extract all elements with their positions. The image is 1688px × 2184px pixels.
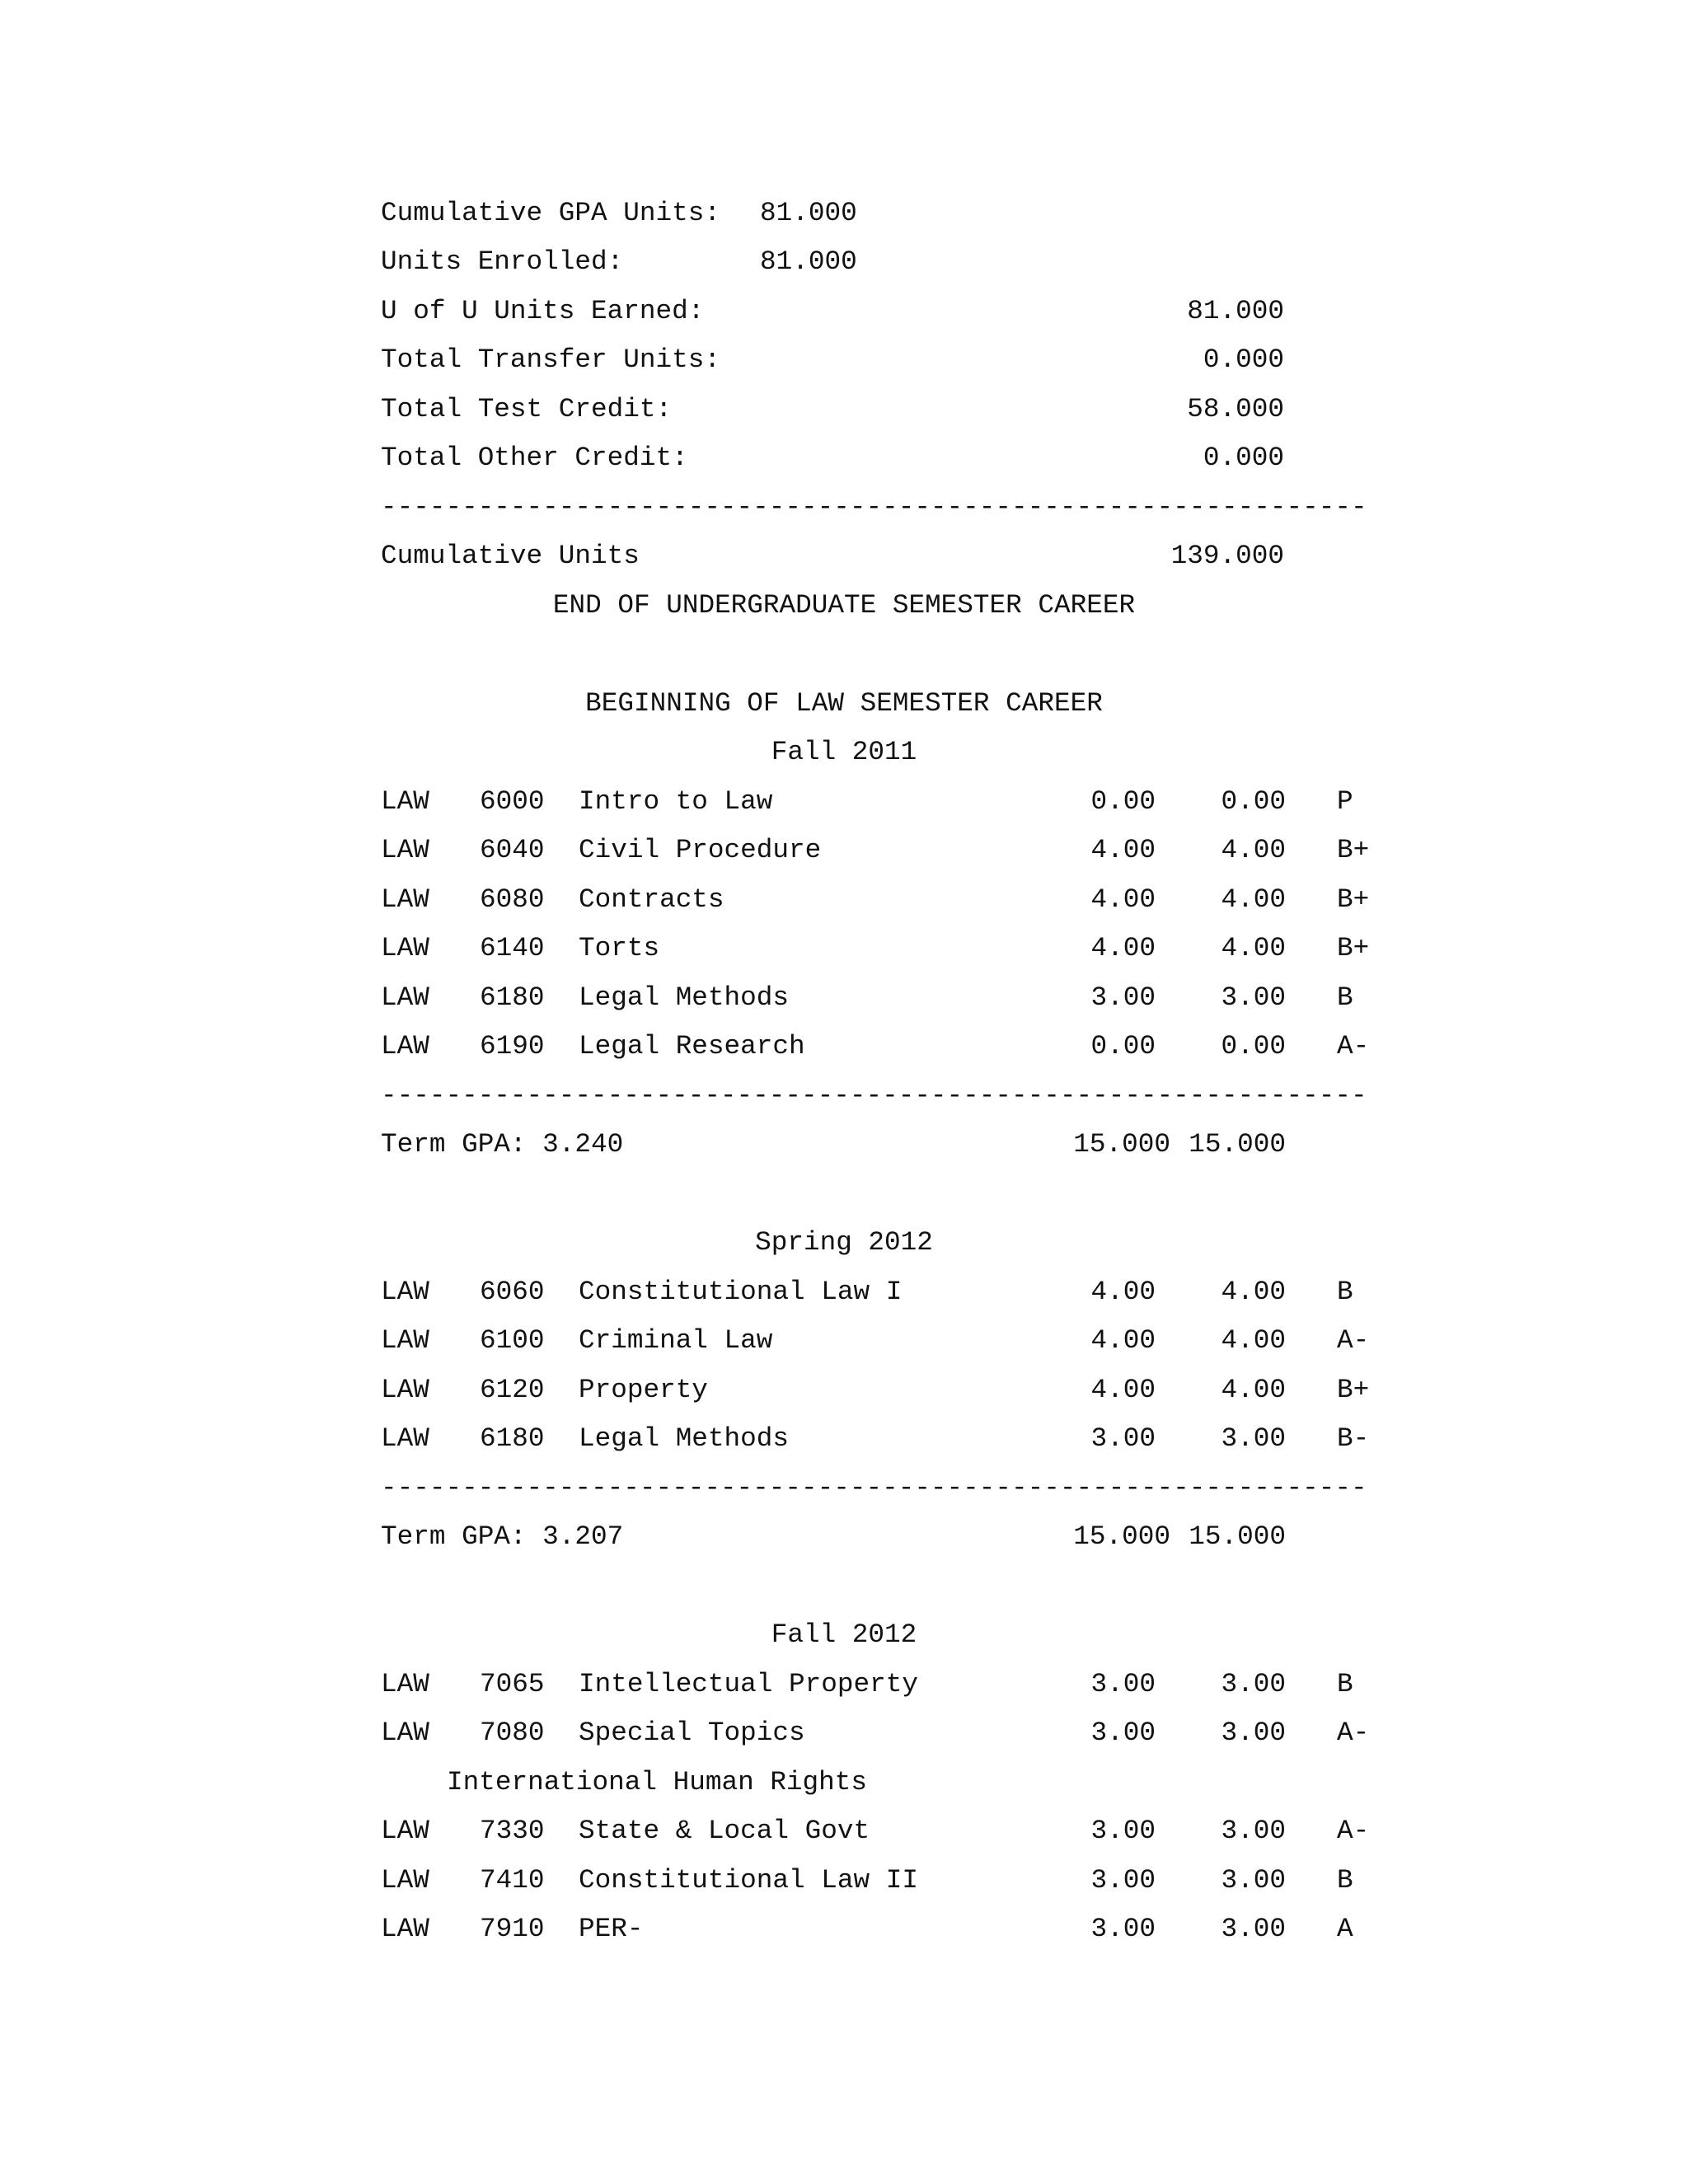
course-title: Constitutional Law II bbox=[579, 1865, 918, 1896]
course-earned: 4.00 bbox=[1221, 884, 1286, 915]
course-dept: LAW bbox=[381, 786, 429, 817]
course-earned: 3.00 bbox=[1221, 982, 1286, 1013]
course-attempted: 3.00 bbox=[1090, 982, 1156, 1013]
summary-label-test-credit: Total Test Credit: bbox=[381, 394, 673, 424]
course-number: 7065 bbox=[480, 1669, 545, 1699]
course-earned: 0.00 bbox=[1221, 1031, 1286, 1062]
course-earned: 3.00 bbox=[1221, 1669, 1286, 1699]
divider-rule: ------------------------------------------------------------- bbox=[381, 1083, 1367, 1110]
cumulative-units-label: Cumulative Units bbox=[381, 541, 640, 571]
summary-label-gpa-units: Cumulative GPA Units: bbox=[381, 198, 720, 228]
course-title: State & Local Govt bbox=[579, 1816, 870, 1846]
divider-rule: ------------------------------------------------------------- bbox=[381, 494, 1367, 522]
course-number: 6100 bbox=[480, 1325, 545, 1356]
course-grade: B+ bbox=[1337, 884, 1370, 915]
course-grade: B bbox=[1337, 982, 1353, 1013]
course-grade: P bbox=[1337, 786, 1353, 817]
course-earned: 4.00 bbox=[1221, 1375, 1286, 1405]
course-number: 7410 bbox=[480, 1865, 545, 1896]
course-subtitle: International Human Rights bbox=[447, 1767, 868, 1797]
course-title: Criminal Law bbox=[579, 1325, 773, 1356]
course-grade: A- bbox=[1337, 1031, 1370, 1062]
summary-label-transfer: Total Transfer Units: bbox=[381, 344, 720, 375]
course-title: PER- bbox=[579, 1914, 644, 1944]
cumulative-units-value: 139.000 bbox=[1170, 541, 1284, 571]
course-title: Legal Research bbox=[579, 1031, 805, 1062]
course-title: Constitutional Law I bbox=[579, 1277, 903, 1307]
term-heading: Fall 2012 bbox=[771, 1619, 917, 1650]
course-grade: B+ bbox=[1337, 1375, 1370, 1405]
term-gpa: Term GPA: 3.207 bbox=[381, 1521, 624, 1552]
course-title: Property bbox=[579, 1375, 708, 1405]
course-number: 6180 bbox=[480, 982, 545, 1013]
summary-value-transfer: 0.000 bbox=[1203, 344, 1284, 375]
course-number: 6060 bbox=[480, 1277, 545, 1307]
course-dept: LAW bbox=[381, 1277, 429, 1307]
term-total-attempted: 15.000 bbox=[1073, 1521, 1170, 1552]
course-number: 6120 bbox=[480, 1375, 545, 1405]
summary-value-gpa-units: 81.000 bbox=[760, 198, 857, 228]
summary-value-units-enrolled: 81.000 bbox=[760, 246, 857, 277]
course-dept: LAW bbox=[381, 982, 429, 1013]
course-earned: 4.00 bbox=[1221, 1325, 1286, 1356]
summary-label-uofu-earned: U of U Units Earned: bbox=[381, 296, 705, 326]
course-dept: LAW bbox=[381, 884, 429, 915]
course-earned: 3.00 bbox=[1221, 1423, 1286, 1454]
course-dept: LAW bbox=[381, 1325, 429, 1356]
course-grade: B- bbox=[1337, 1423, 1370, 1454]
course-attempted: 3.00 bbox=[1090, 1865, 1156, 1896]
course-number: 7330 bbox=[480, 1816, 545, 1846]
course-attempted: 3.00 bbox=[1090, 1669, 1156, 1699]
begin-law-heading: BEGINNING OF LAW SEMESTER CAREER bbox=[585, 688, 1103, 719]
course-grade: A- bbox=[1337, 1718, 1370, 1748]
course-earned: 3.00 bbox=[1221, 1816, 1286, 1846]
course-earned: 4.00 bbox=[1221, 1277, 1286, 1307]
course-attempted: 3.00 bbox=[1090, 1816, 1156, 1846]
course-dept: LAW bbox=[381, 1031, 429, 1062]
course-dept: LAW bbox=[381, 1865, 429, 1896]
course-earned: 4.00 bbox=[1221, 933, 1286, 963]
term-heading: Spring 2012 bbox=[755, 1227, 933, 1258]
course-dept: LAW bbox=[381, 1375, 429, 1405]
course-attempted: 4.00 bbox=[1090, 1375, 1156, 1405]
course-number: 7910 bbox=[480, 1914, 545, 1944]
course-number: 6040 bbox=[480, 835, 545, 865]
course-attempted: 3.00 bbox=[1090, 1718, 1156, 1748]
course-grade: B bbox=[1337, 1669, 1353, 1699]
course-attempted: 4.00 bbox=[1090, 1325, 1156, 1356]
course-title: Torts bbox=[579, 933, 660, 963]
course-dept: LAW bbox=[381, 1669, 429, 1699]
summary-label-units-enrolled: Units Enrolled: bbox=[381, 246, 624, 277]
course-title: Legal Methods bbox=[579, 982, 790, 1013]
course-attempted: 0.00 bbox=[1090, 1031, 1156, 1062]
course-title: Intellectual Property bbox=[579, 1669, 918, 1699]
course-grade: B+ bbox=[1337, 933, 1370, 963]
course-grade: B+ bbox=[1337, 835, 1370, 865]
end-undergrad-heading: END OF UNDERGRADUATE SEMESTER CAREER bbox=[552, 590, 1136, 621]
term-total-attempted: 15.000 bbox=[1073, 1129, 1170, 1160]
course-dept: LAW bbox=[381, 835, 429, 865]
course-title: Special Topics bbox=[579, 1718, 805, 1748]
summary-value-uofu-earned: 81.000 bbox=[1187, 296, 1284, 326]
course-dept: LAW bbox=[381, 1718, 429, 1748]
course-grade: B bbox=[1337, 1865, 1353, 1896]
term-total-earned: 15.000 bbox=[1189, 1521, 1286, 1552]
course-number: 6180 bbox=[480, 1423, 545, 1454]
course-earned: 4.00 bbox=[1221, 835, 1286, 865]
summary-label-other-credit: Total Other Credit: bbox=[381, 443, 688, 473]
course-dept: LAW bbox=[381, 1816, 429, 1846]
divider-rule: ------------------------------------------------------------- bbox=[381, 1475, 1367, 1502]
course-grade: A- bbox=[1337, 1325, 1370, 1356]
course-grade: A bbox=[1337, 1914, 1353, 1944]
summary-value-test-credit: 58.000 bbox=[1187, 394, 1284, 424]
course-number: 6080 bbox=[480, 884, 545, 915]
term-total-earned: 15.000 bbox=[1189, 1129, 1286, 1160]
term-heading: Fall 2011 bbox=[771, 737, 917, 767]
course-title: Intro to Law bbox=[579, 786, 773, 817]
course-dept: LAW bbox=[381, 1914, 429, 1944]
course-attempted: 3.00 bbox=[1090, 1914, 1156, 1944]
course-earned: 0.00 bbox=[1221, 786, 1286, 817]
course-earned: 3.00 bbox=[1221, 1914, 1286, 1944]
course-attempted: 4.00 bbox=[1090, 1277, 1156, 1307]
course-number: 7080 bbox=[480, 1718, 545, 1748]
course-attempted: 4.00 bbox=[1090, 835, 1156, 865]
course-grade: A- bbox=[1337, 1816, 1370, 1846]
course-title: Contracts bbox=[579, 884, 724, 915]
course-grade: B bbox=[1337, 1277, 1353, 1307]
course-earned: 3.00 bbox=[1221, 1865, 1286, 1896]
course-number: 6190 bbox=[480, 1031, 545, 1062]
term-gpa: Term GPA: 3.240 bbox=[381, 1129, 624, 1160]
course-attempted: 4.00 bbox=[1090, 884, 1156, 915]
course-attempted: 3.00 bbox=[1090, 1423, 1156, 1454]
course-title: Legal Methods bbox=[579, 1423, 790, 1454]
course-dept: LAW bbox=[381, 933, 429, 963]
course-title: Civil Procedure bbox=[579, 835, 822, 865]
course-dept: LAW bbox=[381, 1423, 429, 1454]
course-number: 6000 bbox=[480, 786, 545, 817]
course-attempted: 0.00 bbox=[1090, 786, 1156, 817]
course-attempted: 4.00 bbox=[1090, 933, 1156, 963]
course-earned: 3.00 bbox=[1221, 1718, 1286, 1748]
course-number: 6140 bbox=[480, 933, 545, 963]
summary-value-other-credit: 0.000 bbox=[1203, 443, 1284, 473]
